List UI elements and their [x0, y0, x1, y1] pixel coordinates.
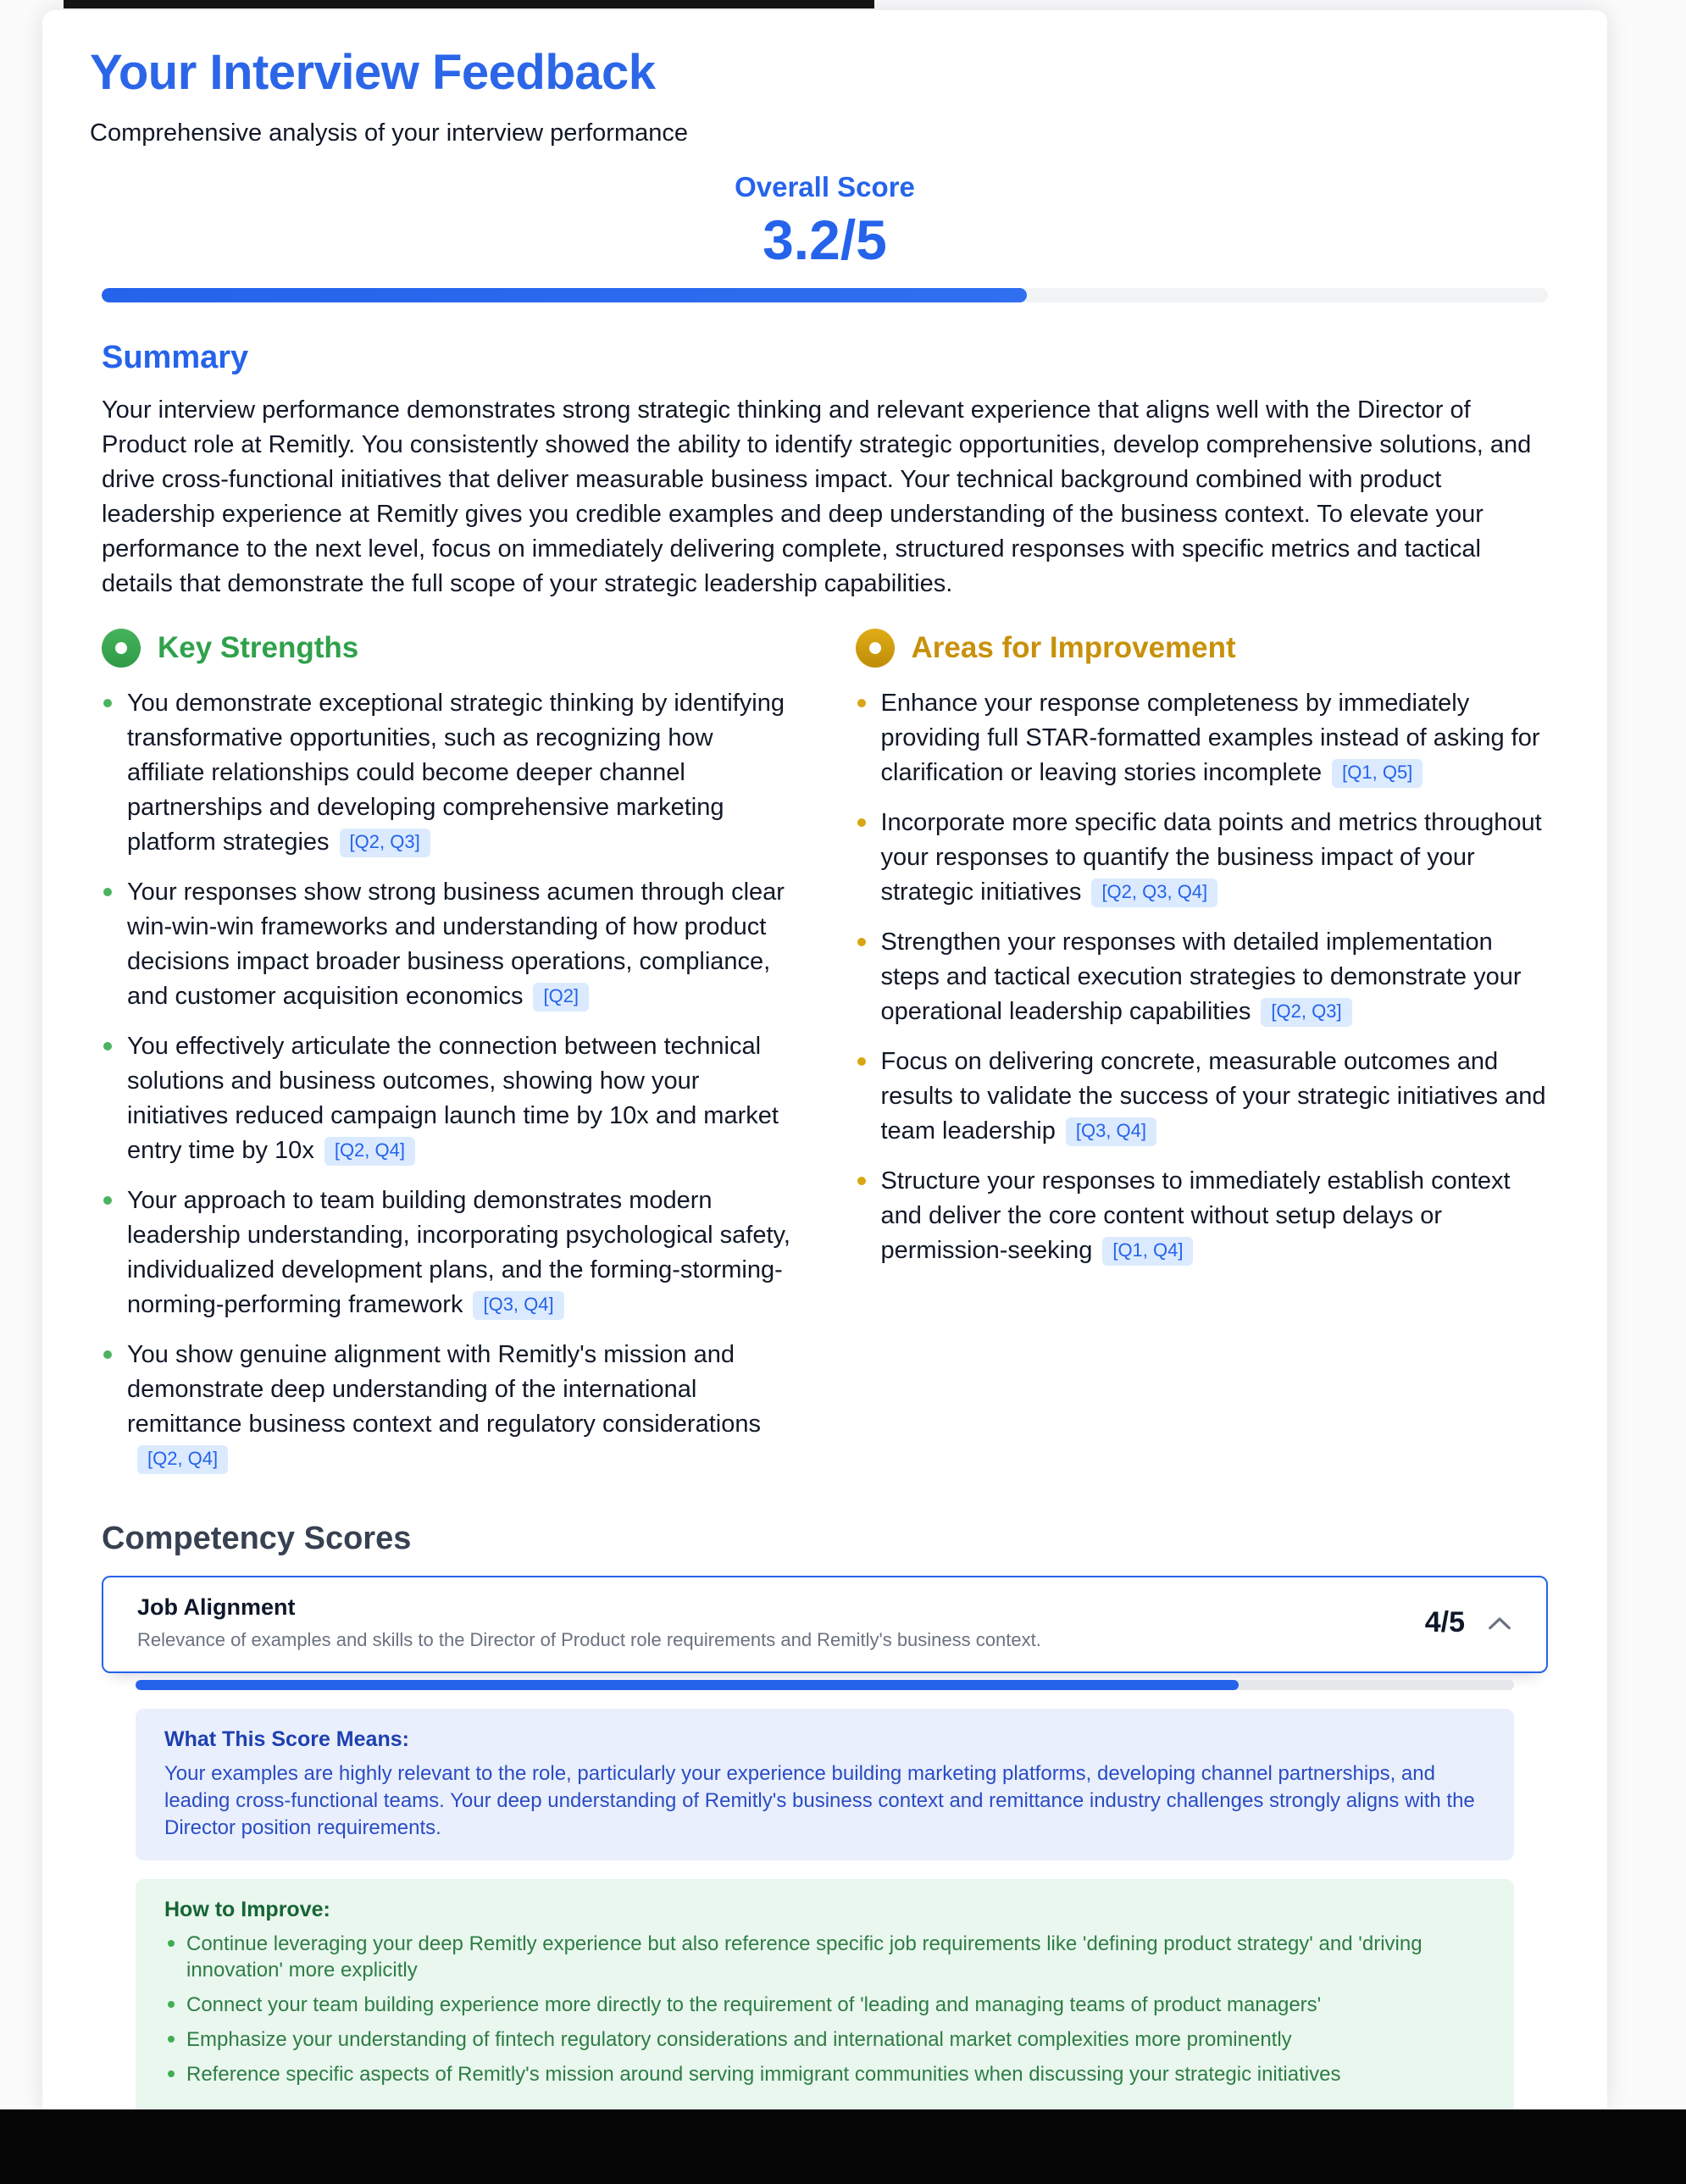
citation-badge: [Q2, Q3, Q4]	[1091, 879, 1217, 907]
improvement-item	[856, 806, 1549, 910]
job-alignment-progress-fill	[136, 1680, 1239, 1690]
overall-score-value: 3.2/5	[763, 208, 887, 271]
citation-badge: [Q2, Q4]	[324, 1137, 415, 1166]
bullet-dot	[103, 1196, 112, 1205]
bullet-dot	[168, 2036, 175, 2043]
overall-score-label: Overall Score	[735, 171, 915, 202]
improvements-header	[856, 627, 1549, 669]
improvement-item	[856, 686, 1549, 790]
overall-score-progress-fill	[102, 288, 1027, 302]
bullet-dot	[168, 1940, 175, 1947]
bullet-dot	[168, 2070, 175, 2077]
strength-item	[102, 1183, 795, 1322]
key-strengths-heading: Key Strengths	[158, 631, 359, 664]
how-to-improve-item	[164, 2026, 1485, 2053]
citation-badge: [Q1, Q5]	[1332, 759, 1423, 788]
bullet-dot	[857, 699, 866, 707]
strength-text: You effectively articulate the connection between technical solutions and business outcomes, showing how your initiatives reduced campaign launch time by 10x and market entry time by 10x	[127, 1033, 779, 1164]
chevron-up-icon[interactable]	[1487, 1616, 1512, 1631]
citation-badge: [Q3, Q4]	[473, 1291, 563, 1320]
bullet-dot	[857, 818, 866, 827]
improvement-item	[856, 925, 1549, 1029]
citation-badge: [Q2, Q4]	[137, 1445, 228, 1474]
improvement-text: Enhance your response completeness by immediately providing full STAR-formatted examples instead of asking for clarification or leaving stories incomplete	[880, 690, 1540, 786]
strength-item	[102, 1338, 795, 1477]
how-to-improve-box	[136, 1879, 1514, 2109]
areas-for-improvement-heading: Areas for Improvement	[911, 631, 1236, 664]
improvement-target-icon	[856, 629, 895, 668]
bullet-dot	[103, 1350, 112, 1359]
bullet-dot	[168, 2001, 175, 2008]
bullet-dot	[857, 1057, 866, 1066]
improvement-target-icon-hole	[869, 642, 881, 654]
score-meaning-box	[136, 1709, 1514, 1860]
improvement-text: Structure your responses to immediately establish context and deliver the core content without setup delays or permission-seeking	[880, 1167, 1511, 1264]
improvement-text: Strengthen your responses with detailed implementation steps and tactical execution strategies to demonstrate your operational leadership capabilities	[880, 928, 1522, 1025]
competency-scores-section	[102, 1521, 1548, 2109]
strength-text: You show genuine alignment with Remitly's mission and demonstrate deep understanding of the international remittance business context and regulatory considerations	[127, 1341, 761, 1438]
job-alignment-description: Relevance of examples and skills to the Director of Product role requirements and Remitly's business context.	[137, 1629, 1041, 1650]
job-alignment-title: Job Alignment	[137, 1594, 296, 1620]
bottom-edge-strip	[0, 2109, 1686, 2184]
summary-heading: Summary	[102, 340, 249, 375]
feedback-columns	[102, 627, 1548, 1492]
job-alignment-score-value: 4/5	[1424, 1606, 1465, 1638]
summary-section	[102, 340, 1548, 601]
citation-badge: [Q2, Q3]	[340, 829, 430, 857]
citation-badge: [Q2]	[533, 983, 589, 1012]
bullet-dot	[857, 1177, 866, 1185]
score-meaning-heading: What This Score Means:	[164, 1727, 409, 1751]
how-to-improve-text: Connect your team building experience more directly to the requirement of 'leading and managing teams of product managers'	[186, 1993, 1322, 2016]
summary-text: Your interview performance demonstrates strong strategic thinking and relevant experience that aligns well with the Director of Product role at Remitly. You consistently showed the ability to identify strategic opportunities, develop comprehensive solutions, and drive cross-functional initiatives that deliver measurable business impact. Your technical background combined with product leadership experience at Remitly gives you credible examples and deep understanding of the business context. To elevate your performance to the next level, focus on immediately delivering complete, structured responses with specific metrics and tactical details that demonstrate the full scope of your strategic leadership capabilities.	[102, 396, 1532, 597]
strength-text: You demonstrate exceptional strategic thinking by identifying transformative opportunities, such as recognizing how affiliate relationships could become deeper channel partnerships and developing comprehensive marketing platform strategies	[127, 690, 785, 856]
how-to-improve-item	[164, 1931, 1485, 1983]
how-to-improve-text: Emphasize your understanding of fintech regulatory considerations and international market complexities more prominently	[186, 2028, 1292, 2051]
improvement-text: Focus on delivering concrete, measurable outcomes and results to validate the success of your strategic initiatives and team leadership	[880, 1048, 1546, 1145]
bullet-dot	[857, 938, 866, 946]
key-strengths-list	[102, 686, 795, 1477]
improvement-item	[856, 1164, 1549, 1268]
improvement-text: Incorporate more specific data points and metrics throughout your responses to quantify the business impact of your strategic initiatives	[880, 809, 1542, 906]
page-title: Your Interview Feedback	[90, 45, 656, 100]
strength-text: Your approach to team building demonstrates modern leadership understanding, incorporating psychological safety, individualized development plans, and the forming-storming-norming-performing framework	[127, 1187, 790, 1318]
citation-badge: [Q2, Q3]	[1261, 998, 1351, 1027]
key-strengths-column	[102, 627, 795, 1492]
job-alignment-card[interactable]	[102, 1576, 1548, 1673]
strength-item	[102, 875, 795, 1014]
key-strengths-header	[102, 627, 795, 669]
competency-scores-heading: Competency Scores	[102, 1521, 412, 1556]
feedback-page-card	[42, 10, 1607, 2109]
job-alignment-progressbar	[136, 1680, 1514, 1690]
page-subtitle: Comprehensive analysis of your interview performance	[90, 119, 688, 147]
score-meaning-text: Your examples are highly relevant to the role, particularly your experience building marketing platforms, developing channel partnerships, and leading cross-functional teams. Your deep understanding of Remitly's business context and remittance industry challenges strongly aligns with the Director position requirements.	[164, 1762, 1475, 1839]
areas-for-improvement-column	[856, 627, 1549, 1492]
how-to-improve-list	[164, 1931, 1485, 2087]
citation-badge: [Q1, Q4]	[1102, 1237, 1193, 1266]
how-to-improve-text: Continue leveraging your deep Remitly experience but also reference specific job requirements like 'defining product strategy' and 'driving innovation' more explicitly	[186, 1932, 1423, 1982]
how-to-improve-item	[164, 1992, 1485, 2018]
citation-badge: [Q3, Q4]	[1066, 1117, 1156, 1146]
strengths-target-icon-hole	[115, 642, 127, 654]
page-header	[42, 44, 1607, 147]
strength-item	[102, 686, 795, 860]
overall-score-section	[102, 171, 1548, 302]
how-to-improve-text: Reference specific aspects of Remitly's mission around serving immigrant communities when discussing your strategic initiatives	[186, 2063, 1341, 2086]
how-to-improve-item	[164, 2061, 1485, 2087]
strengths-target-icon	[102, 629, 141, 668]
bullet-dot	[103, 1042, 112, 1050]
job-alignment-info	[137, 1594, 1041, 1651]
overall-score-progressbar	[102, 288, 1548, 302]
job-alignment-score	[1425, 1606, 1512, 1639]
strength-item	[102, 1029, 795, 1168]
job-alignment-detail-panel	[102, 1680, 1548, 2109]
top-edge-strip	[64, 0, 874, 8]
how-to-improve-heading: How to Improve:	[164, 1898, 330, 1921]
improvement-item	[856, 1045, 1549, 1149]
bullet-dot	[103, 888, 112, 896]
improvements-list	[856, 686, 1549, 1268]
strength-text: Your responses show strong business acumen through clear win-win-win frameworks and understanding of how product decisions impact broader business operations, compliance, and customer acquisition economics	[127, 879, 785, 1010]
bullet-dot	[103, 699, 112, 707]
